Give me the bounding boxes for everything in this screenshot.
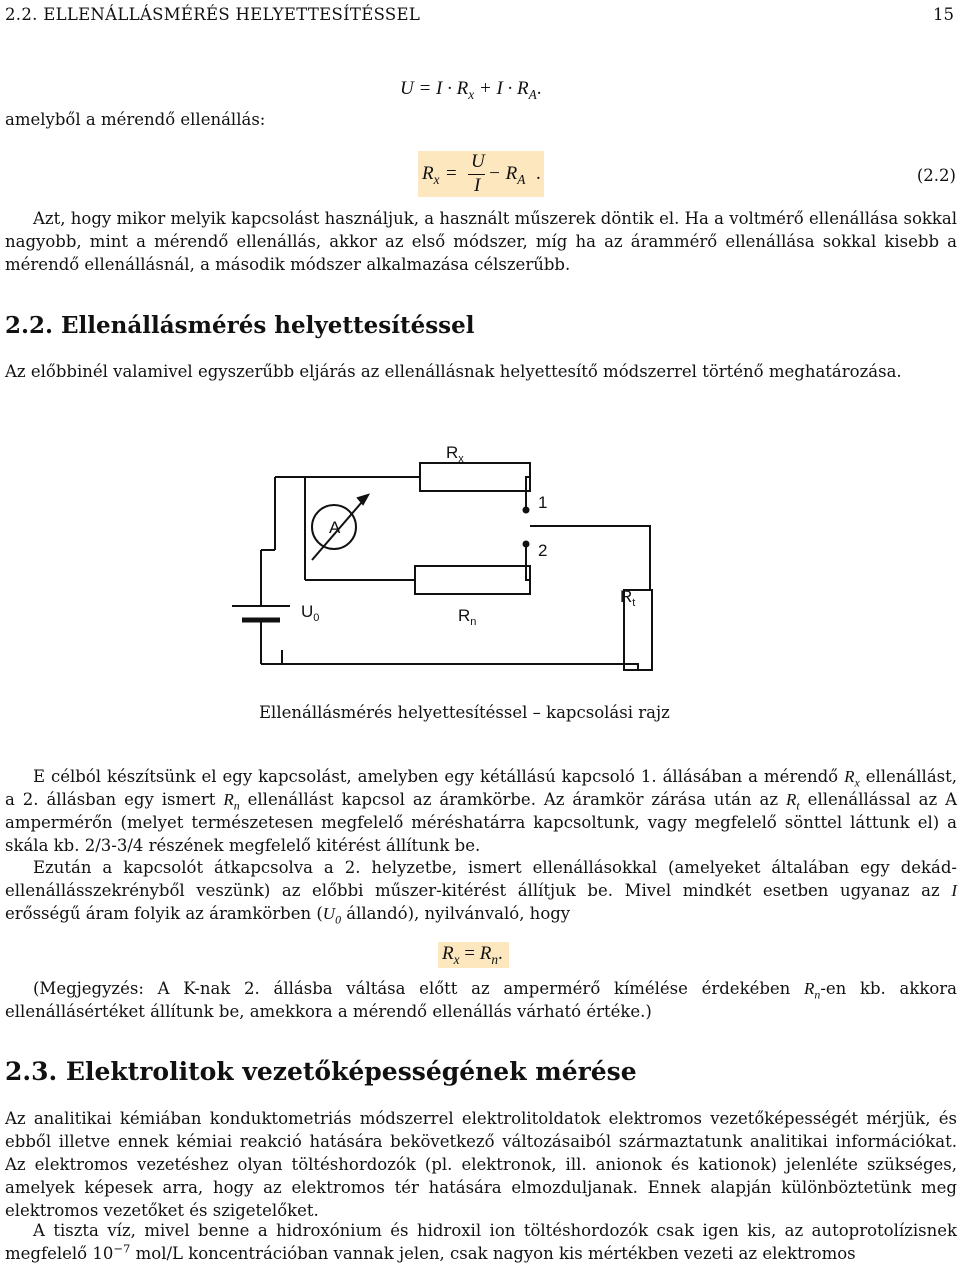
label-rt: $R_t$	[620, 587, 636, 609]
label-position-2: 2	[538, 541, 548, 560]
switch-contact-2	[524, 542, 529, 547]
figure-caption: Ellenállásmérés helyettesítéssel – kapcsolási rajz	[259, 703, 670, 722]
label-rx: $R_x$	[446, 443, 464, 465]
running-header-title: 2.2. ELLENÁLLÁSMÉRÉS HELYETTESÍTÉSSEL	[5, 5, 421, 24]
label-u0: $U_0$	[301, 602, 320, 624]
label-position-1: 1	[538, 493, 548, 512]
section-heading-2-2: 2.2. Ellenállásmérés helyettesítéssel	[5, 312, 475, 339]
paragraph-note: (Megjegyzés: A K-nak 2. állásba váltása előtt az ampermérő kímélése érdekében $R_n-en$ kb. akkora ellenállásértéket állítunk be, amekkora a mérendő ellenállás várható értéke.)	[5, 979, 957, 1021]
intro-label: amelyből a mérendő ellenállás:	[5, 110, 266, 129]
equation-number: (2.2)	[916, 166, 956, 185]
paragraph-pure-water: A tiszta víz, mivel benne a hidroxónium és hidroxil ion töltéshordozók csak igen kis, az autoprotolízisnek megfelelő $10^{-7}$ mol/L koncentrációban vannak jelen, csak nagyon kis mértékben vezeti az elektromos	[5, 1221, 957, 1263]
label-ammeter: A	[329, 518, 341, 537]
paragraph-conductometry: Az analitikai kémiában konduktometriás módszerrel elektrolitoldatok elektromos vezetőképességét mérjük, és ebből illetve ennek kémiai reakció hatására bekövetkező változásaiból származtatunk analitikai információkat. Az elektromos vezetéshez olyan töltéshordozók (pl. elektronok, ill. anionok és kationok) jelenléte szükséges, amelyek képesek arra, hogy az elektromos tér hatására elmozduljanak. Ennek alapján különböztetünk meg elektromos vezetőket és szigetelőket.	[5, 1109, 957, 1220]
resistor-rx	[420, 463, 530, 491]
section-heading-2-3: 2.3. Elektrolitok vezetőképességének mérése	[5, 1057, 637, 1086]
switch-contact-1	[524, 508, 529, 513]
equation-rx-equals-rn: $R_x = R_n$.	[438, 942, 509, 968]
equation-voltage: $U = I \cdot R_x + I \cdot R_A$.	[400, 78, 542, 102]
resistor-rn	[415, 566, 530, 594]
page-number: 15	[933, 5, 954, 24]
paragraph-switching: Ezután a kapcsolót átkapcsolva a 2. helyzetbe, ismert ellenállásokkal (amelyeket általában egy dekád-ellenállásszekrényből veszünk) az előbbi műszer-kitérést állítjuk be. Mivel mindkét esetben ugyanaz az I erősségű áram folyik az áramkörben ($U_0$ állandó), nyilvánvaló, hogy	[5, 858, 957, 927]
paragraph-method-choice: Azt, hogy mikor melyik kapcsolást használjuk, a használt műszerek döntik el. Ha a voltmérő ellenállása sokkal nagyobb, mint a mérendő ellenállás, akkor az első módszer, míg ha az árammérő ellenállása sokkal kisebb a mérendő ellenállásnál, a második módszer alkalmazása célszerűbb.	[5, 209, 957, 274]
wire-rt-to-bottom	[282, 650, 638, 670]
wire-switch-to-rt	[538, 526, 650, 590]
circuit-diagram	[220, 430, 700, 680]
section-2-2-intro: Az előbbinél valamivel egyszerűbb eljárás az ellenállásnak helyettesítő módszerrel történő meghatározása.	[5, 362, 902, 381]
paragraph-setup: E célból készítsünk el egy kapcsolást, amelyben egy kétállású kapcsoló 1. állásában a mérendő $R_x$ ellenállást, a 2. állásban egy ismert $R_n$ ellenállást kapcsol az áramkörbe. Az áramkör zárása után az $R_t$ ellenállással az A ampermérőn (melyet természetesen megfelelő méréshatárra kapcsoltunk, vagy megfelelő sönttel láttunk el) a skála kb. 2/3-3/4 részének megfelelő kitérést állítunk be.	[5, 767, 957, 855]
equation-rx: $R_x$ = U I − $R_A$ .	[418, 151, 544, 197]
label-rn: $R_n$	[458, 606, 477, 628]
